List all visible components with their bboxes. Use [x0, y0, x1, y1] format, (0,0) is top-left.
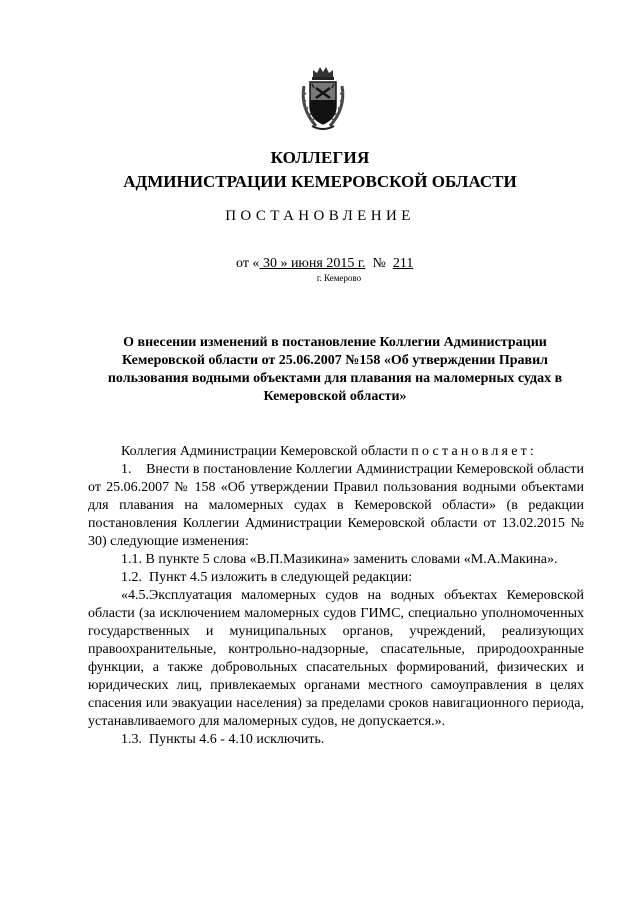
document-type: ПОСТАНОВЛЕНИЕ	[225, 208, 415, 224]
coat-of-arms-emblem	[298, 64, 348, 134]
date-month-year: июня 2015 г.	[287, 256, 366, 271]
intro-resolves: постановляет:	[411, 444, 538, 459]
date-mid: »	[280, 256, 288, 271]
document-title: О внесении изменений в постановление Коллегии Администрации Кемеровской области от 25.06.2007 №158 «Об утверждении Правил пользования водными объектами для плавания на маломерных судах в Кемеровской области»	[107, 335, 563, 404]
date-number-line	[236, 256, 413, 272]
org-name-line2: АДМИНИСТРАЦИИ КЕМЕРОВСКОЙ ОБЛАСТИ	[123, 172, 517, 191]
document-number: 211	[392, 256, 414, 271]
intro-paragraph	[88, 443, 584, 461]
org-name-line1: КОЛЛЕГИЯ	[270, 148, 370, 167]
paragraph-4-5-text: «4.5.Эксплуатация маломерных судов на водных объектах Кемеровской области (за исключением маломерных судов ГИМС, специально уполномоченных государственных и муниципальных органов, учреждений, реализующих правоохранительные, контрольно-надзорные, спасательные, природоохранные функции, а также добровольных спасательных формирований, физических и юридических лиц, привлекаемых органами местного самоуправления в целях спасения или эвакуации населения) за пределами сроков навигационного периода, устанавливаемого для маломерных судов, не допускается.».	[88, 588, 584, 729]
number-label: №	[365, 256, 393, 271]
paragraph-1-3: 1.3. Пункты 4.6 - 4.10 исключить.	[121, 732, 325, 747]
document-body	[88, 443, 588, 749]
date-day: 30	[259, 256, 281, 271]
paragraph-1: 1. Внести в постановление Коллегии Администрации Кемеровской области от 25.06.2007 № 158 «Об утверждении Правил пользования водными объектами для плавания на маломерных судах в Кемеровской области» (в редакции постановления Коллегии Администрации Кемеровской области от 13.02.2015 № 30) следующие изменения:	[88, 462, 588, 549]
paragraph-1-1: 1.1. В пункте 5 слова «В.П.Мазикина» заменить словами «М.А.Макина».	[121, 552, 558, 567]
city: г. Кемерово	[316, 273, 362, 283]
date-prefix: от «	[236, 256, 260, 271]
intro-text: Коллегия Администрации Кемеровской области	[121, 444, 412, 459]
paragraph-1-2: 1.2. Пункт 4.5 изложить в следующей редакции:	[121, 570, 413, 585]
